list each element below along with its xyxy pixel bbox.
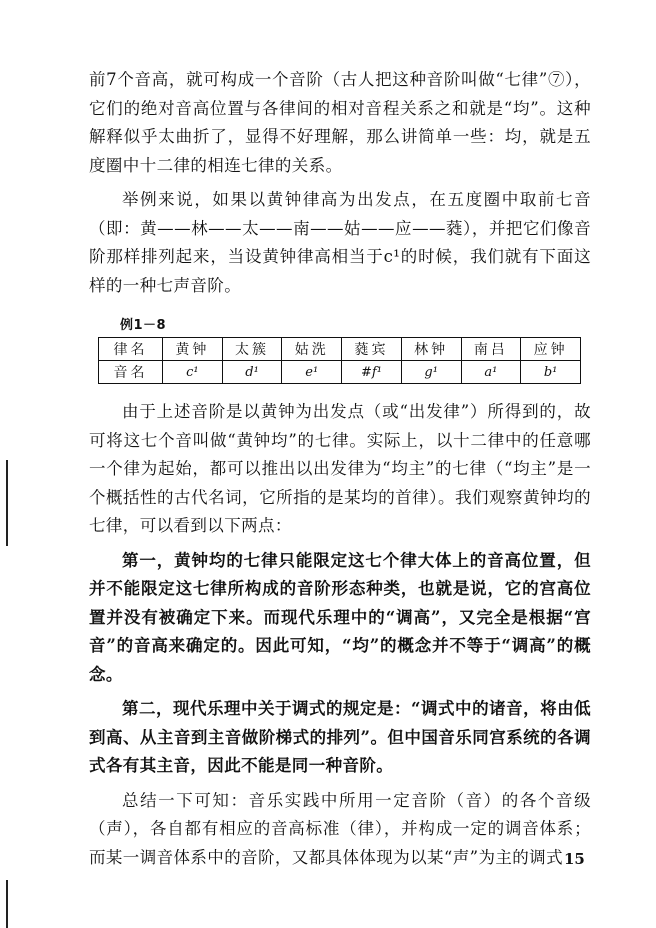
table-row-lv-names [99,338,581,361]
paragraph-6: 总结一下可知：音乐实践中所用一定音阶（音）的各个音级（声），各自都有相应的音高标准（律），并构成一定的调音体系；而某一调音体系中的音阶，又都具体体现为以某“声”为主的调式 [89,790,591,867]
paragraph-1: 前7个音高，就可构成一个音阶（古人把这种音阶叫做“七律”⑦），它们的绝对音高位置与各律间的相对音程关系之和就是“均”。这种解释似乎太曲折了，显得不好理解，那么讲简单一些：均，就是五度圈中十二律的相连七律的关系。 [89,70,591,175]
lv-name-cell: 太簇 [222,338,282,361]
scan-margin-line [6,880,8,928]
note-cell: a¹ [461,361,521,384]
note-cell: g¹ [401,361,461,384]
paragraph-2: 举例来说，如果以黄钟律高为出发点，在五度圈中取前七音（即：黄——林——太——南——姑——应——蕤），并把它们像音阶那样排列起来，当设黄钟律高相当于c¹的时候，我们就有下面这样的一种七声音阶。 [89,190,591,295]
lv-name-cell: 南吕 [461,338,521,361]
lv-name-cell: 蕤宾 [342,338,402,361]
note-cell: d¹ [222,361,282,384]
paragraph-4: 第一，黄钟均的七律只能限定这七个律大体上的音高位置，但并不能限定这七律所构成的音阶形态种类，也就是说，它的宫高位置并没有被确定下来。而现代乐理中的“调高”，又完全是根据“宫音”的音高来确定的。因此可知，“均”的概念并不等于“调高”的概念。 [89,550,591,684]
row-header-note: 音名 [99,361,163,384]
paragraph-5: 第二，现代乐理中关于调式的规定是：“调式中的诸音，将由低到高、从主音到主音做阶梯式的排列”。但中国音乐同宫系统的各调式各有其主音，因此不能是同一种音阶。 [89,699,591,775]
text-section-top [89,66,591,300]
text-section-bottom [89,398,591,872]
note-cell: #f¹ [342,361,402,384]
lv-name-cell: 应钟 [521,338,581,361]
scan-margin-line [6,460,8,546]
example-label: 例1－8 [120,318,167,333]
page-number: 15 [564,850,585,868]
lv-name-cell: 姑洗 [282,338,342,361]
lv-table [98,337,581,384]
note-cell: b¹ [521,361,581,384]
paragraph-3: 由于上述音阶是以黄钟为出发点（或“出发律”）所得到的，故可将这七个音叫做“黄钟均”的七律。实际上，以十二律中的任意哪一个律为起始，都可以推出以出发律为“均主”的七律（“均主”是一个概括性的古代名词，它所指的是某均的首律）。我们观察黄钟均的七律，可以看到以下两点： [89,402,591,535]
note-cell: c¹ [163,361,223,384]
lv-name-cell: 黄钟 [163,338,223,361]
lv-name-cell: 林钟 [401,338,461,361]
table-row-notes [99,361,581,384]
note-cell: e¹ [282,361,342,384]
row-header-lv: 律名 [99,338,163,361]
